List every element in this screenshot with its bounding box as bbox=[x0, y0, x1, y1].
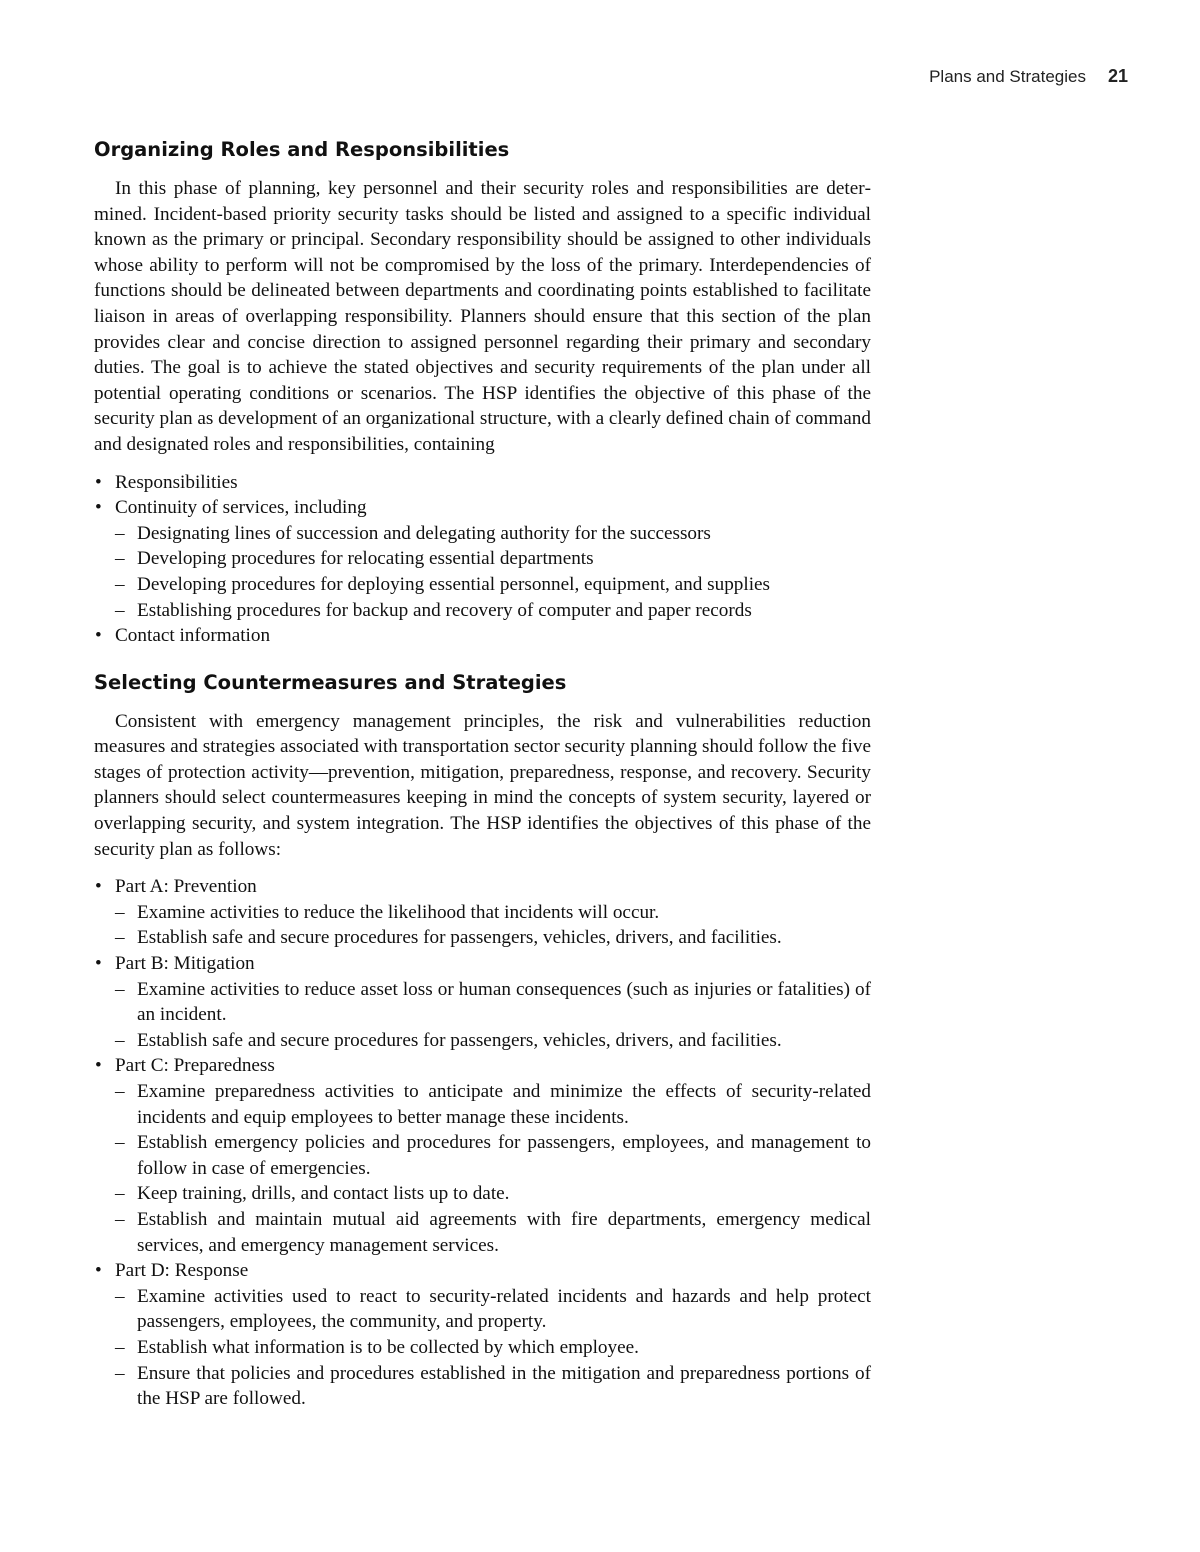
list-item bbox=[94, 1053, 871, 1258]
sub-list-item bbox=[115, 900, 871, 926]
list-item-text: Responsibilities bbox=[115, 471, 238, 493]
dash-icon: – bbox=[115, 573, 125, 595]
dash-icon: – bbox=[115, 1208, 125, 1230]
page-number: 21 bbox=[1107, 66, 1128, 86]
sub-list-item bbox=[115, 546, 871, 572]
sub-list bbox=[115, 1079, 871, 1258]
body-paragraph: In this phase of planning, key personnel and their security roles and responsibilities are determined. Incident-based priority security tasks should be listed and assigned to a specific individual known as the primary or principal. Secondary responsibility should be assigned to other individuals whose ability to perform will not be compromised by the loss of the primary. Interdependencies of functions should be delineated between departments and coordinating points established to facilitate liaison in areas of overlapping responsibility. Planners should ensure that this section of the plan provides clear and concise direction to assigned personnel regarding their primary and secondary duties. The goal is to achieve the stated objectives and security requirements of the plan under all potential operating conditions or scenarios. The HSP identifies the objective of this phase of the security plan as development of an organizational structure, with a clearly defined chain of command and designated roles and responsibilities, containing bbox=[94, 178, 871, 455]
list-item-text: Part C: Preparedness bbox=[115, 1055, 275, 1077]
sub-list-item bbox=[115, 1361, 871, 1412]
sub-item-text: Establish what information is to be collected by which employee. bbox=[137, 1336, 639, 1358]
sub-list-item bbox=[115, 1181, 871, 1207]
sub-list-item bbox=[115, 1130, 871, 1181]
list-item-text: Contact information bbox=[115, 625, 271, 647]
page-content bbox=[94, 136, 871, 1412]
sub-list-item bbox=[115, 1284, 871, 1335]
dash-icon: – bbox=[115, 1081, 125, 1102]
sub-item-text: Establish safe and secure procedures for passengers, vehicles, drivers, and facilities. bbox=[137, 1029, 782, 1051]
sub-item-text: Examine activities to reduce the likelihood that incidents will occur. bbox=[137, 901, 660, 923]
sub-item-text: Developing procedures for deploying essential personnel, equipment, and supplies bbox=[137, 573, 771, 595]
sub-list-item bbox=[115, 1207, 871, 1258]
sub-item-text: Establish and maintain mutual aid agreements with fire departments, emergency medical services, and emergency management services. bbox=[137, 1208, 871, 1256]
section-selecting-countermeasures bbox=[94, 669, 871, 1412]
list-item bbox=[94, 951, 871, 1053]
dash-icon: – bbox=[115, 978, 125, 1000]
list-item bbox=[94, 1258, 871, 1412]
sub-item-text: Designating lines of succession and delegating authority for the successors bbox=[137, 522, 711, 544]
dash-icon: – bbox=[115, 1362, 125, 1384]
bullet-icon: • bbox=[95, 953, 102, 975]
dash-icon: – bbox=[115, 548, 125, 570]
list-item-text: Part A: Prevention bbox=[115, 876, 257, 898]
dash-icon: – bbox=[115, 901, 125, 923]
bullet-icon: • bbox=[95, 876, 102, 898]
sub-item-text: Ensure that policies and procedures established in the mitigation and preparedness portions of the HSP are followed. bbox=[137, 1362, 871, 1410]
sub-item-text: Establish emergency policies and procedures for passengers, employees, and management to follow in case of emergencies. bbox=[137, 1132, 871, 1179]
bullet-icon: • bbox=[95, 1055, 102, 1077]
sub-item-text: Examine preparedness activities to anticipate and minimize the effects of security-related incidents and equip employees to better manage these incidents. bbox=[137, 1081, 871, 1128]
sub-list-item bbox=[115, 977, 871, 1028]
section-heading: Selecting Countermeasures and Strategies bbox=[94, 670, 567, 694]
list-item bbox=[94, 623, 871, 649]
dash-icon: – bbox=[115, 522, 125, 544]
sub-list-item bbox=[115, 1335, 871, 1361]
sub-list bbox=[115, 977, 871, 1054]
sub-item-text: Keep training, drills, and contact lists up to date. bbox=[137, 1183, 510, 1205]
bullet-icon: • bbox=[95, 625, 102, 647]
bullet-list bbox=[94, 874, 871, 1411]
bullet-icon: • bbox=[95, 471, 102, 493]
sub-list-item bbox=[115, 925, 871, 951]
dash-icon: – bbox=[115, 1029, 125, 1051]
section-spacer bbox=[94, 649, 871, 669]
running-title: Plans and Strategies bbox=[929, 67, 1086, 86]
bullet-icon: • bbox=[95, 497, 102, 519]
sub-list bbox=[115, 1284, 871, 1412]
sub-item-text: Examine activities to reduce asset loss or human consequences (such as injuries or fatalities) of an incident. bbox=[137, 978, 871, 1026]
dash-icon: – bbox=[115, 1183, 125, 1205]
sub-item-text: Developing procedures for relocating essential departments bbox=[137, 548, 594, 570]
bullet-icon: • bbox=[95, 1260, 102, 1282]
dash-icon: – bbox=[115, 927, 125, 949]
sub-list-item bbox=[115, 1028, 871, 1054]
dash-icon: – bbox=[115, 1285, 125, 1307]
dash-icon: – bbox=[115, 599, 125, 621]
sub-list-item bbox=[115, 572, 871, 598]
list-item-text: Part B: Mitigation bbox=[115, 953, 255, 975]
sub-list-item bbox=[115, 598, 871, 624]
dash-icon: – bbox=[115, 1336, 125, 1358]
sub-list bbox=[115, 900, 871, 951]
section-heading: Organizing Roles and Responsibilities bbox=[94, 138, 510, 161]
list-item-text: Part D: Response bbox=[115, 1260, 249, 1282]
sub-item-text: Establish safe and secure procedures for passengers, vehicles, drivers, and facilities. bbox=[137, 927, 782, 949]
section-organizing-roles bbox=[94, 136, 871, 649]
list-item bbox=[94, 874, 871, 951]
body-paragraph: Consistent with emergency management principles, the risk and vulnerabilities reduction measures and strategies associated with transportation sector security planning should follow the five stages of protection activity—prevention, mitigation, preparedness, response, and recovery. Security planners should select countermeasures keeping in mind the concepts of system security, layered or overlapping security, and system integration. The HSP identifies the objectives of this phase of the security plan as follows: bbox=[94, 710, 871, 860]
dash-icon: – bbox=[115, 1132, 125, 1154]
sub-list-item bbox=[115, 521, 871, 547]
sub-list bbox=[115, 521, 871, 623]
running-header bbox=[929, 66, 1128, 87]
list-item bbox=[94, 495, 871, 623]
bullet-list bbox=[94, 470, 871, 649]
sub-list-item bbox=[115, 1079, 871, 1130]
sub-item-text: Establishing procedures for backup and recovery of computer and paper records bbox=[137, 599, 752, 621]
sub-item-text: Examine activities used to react to security-related incidents and hazards and help protect passengers, employees, the community, and property. bbox=[137, 1285, 871, 1333]
list-item-text: Continuity of services, including bbox=[115, 497, 367, 519]
list-item bbox=[94, 470, 871, 496]
